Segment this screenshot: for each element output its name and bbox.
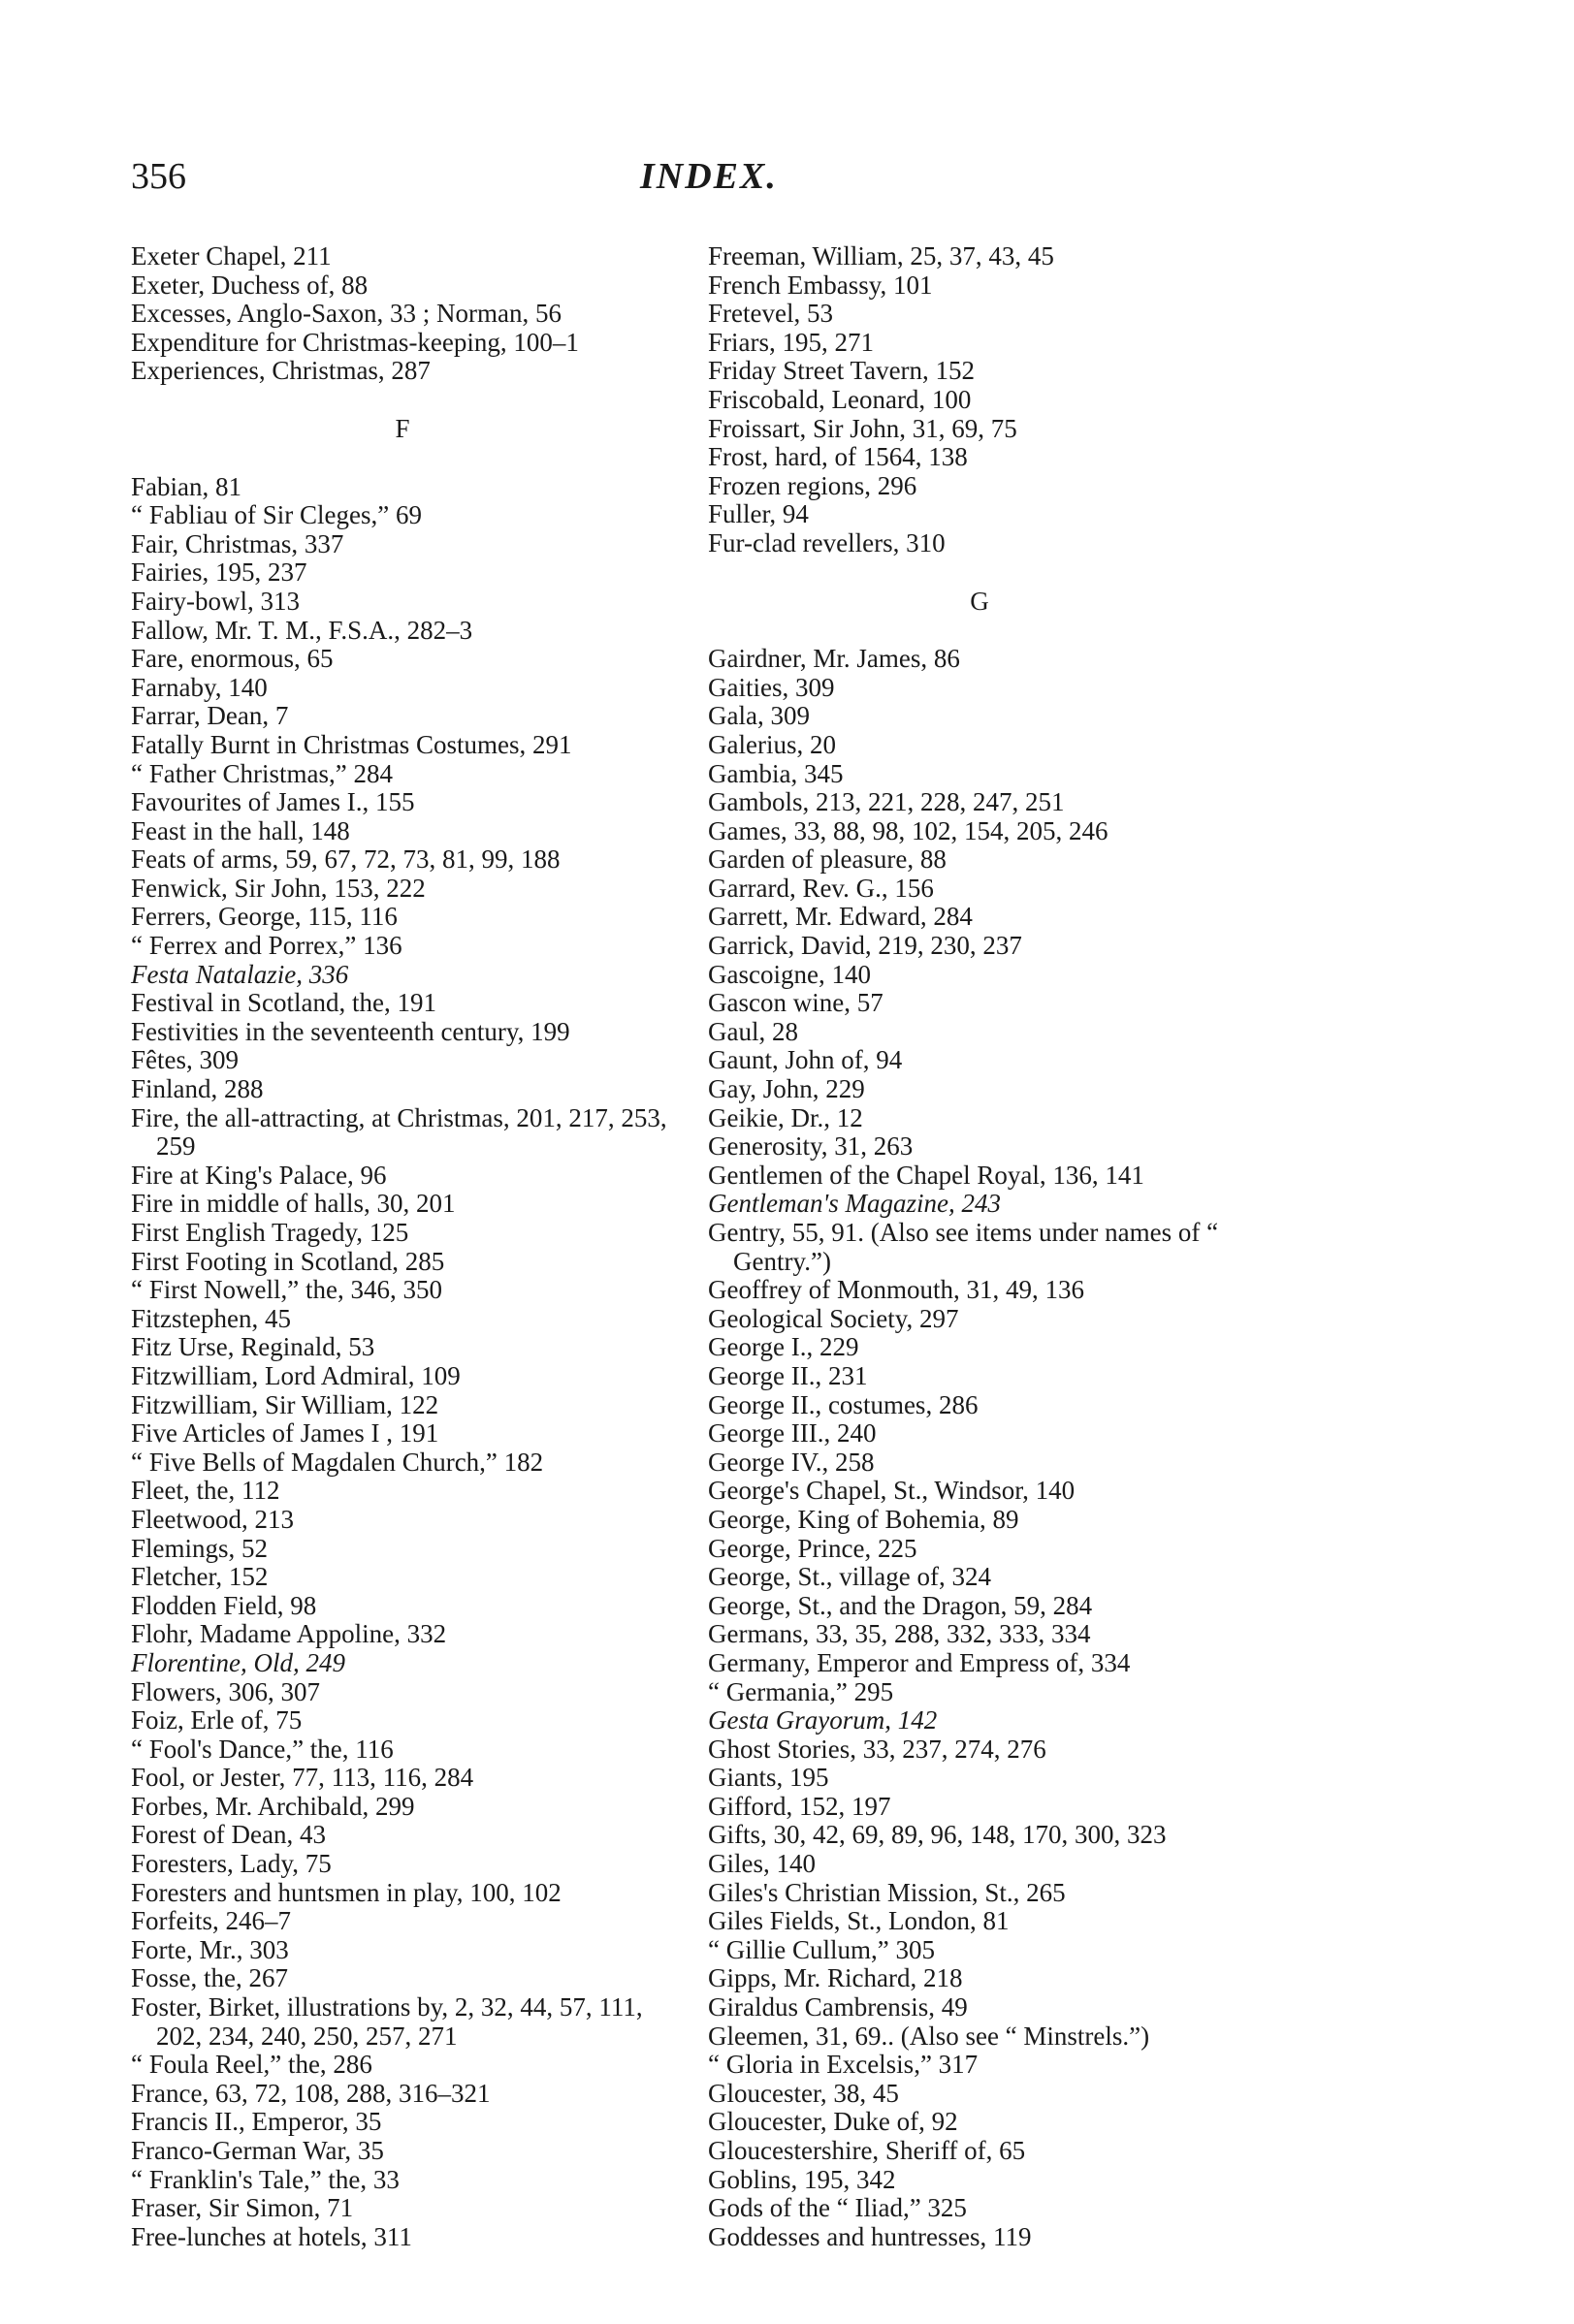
index-entry: Foster, Birket, illustrations by, 2, 32, 44, 57, 111, 202, 234, 240, 250, 257, 271 <box>131 1992 643 2051</box>
index-entry: George, St., village of, 324 <box>708 1562 991 1592</box>
index-entry: Geological Society, 297 <box>708 1303 959 1333</box>
index-entry: Flemings, 52 <box>131 1533 269 1563</box>
index-entry: Gentleman's Magazine, 243 <box>708 1189 1001 1219</box>
index-entry: Fairy-bowl, 313 <box>131 586 300 616</box>
index-entry: Gentlemen of the Chapel Royal, 136, 141 <box>708 1160 1144 1190</box>
index-entry: Fenwick, Sir John, 153, 222 <box>131 873 426 903</box>
index-entry: George III., 240 <box>708 1418 877 1449</box>
index-entry: George, St., and the Dragon, 59, 284 <box>708 1590 1093 1620</box>
index-entry: Fitz Urse, Reginald, 53 <box>131 1332 375 1362</box>
index-entry: “ Germania,” 295 <box>708 1676 894 1706</box>
index-entry: Gipps, Mr. Richard, 218 <box>708 1963 963 1993</box>
index-entry: Foresters, Lady, 75 <box>131 1849 332 1879</box>
index-entry: Feast in the hall, 148 <box>131 815 350 845</box>
index-entry: “ Five Bells of Magdalen Church,” 182 <box>131 1447 544 1477</box>
index-entry: Frozen regions, 296 <box>708 470 917 500</box>
page-number: 356 <box>131 156 186 197</box>
index-entry: “ Fabliau of Sir Cleges,” 69 <box>131 500 422 530</box>
index-entry: “ Gloria in Excelsis,” 317 <box>708 2050 979 2080</box>
section-letter-f: F <box>395 413 410 443</box>
index-entry: Foresters and huntsmen in play, 100, 102 <box>131 1877 562 1907</box>
index-entry: Ferrers, George, 115, 116 <box>131 902 398 932</box>
index-entry: Giles's Christian Mission, St., 265 <box>708 1877 1066 1907</box>
index-entry: Five Articles of James I , 191 <box>131 1418 439 1449</box>
index-entry: Fitzwilliam, Lord Admiral, 109 <box>131 1360 461 1390</box>
index-entry: France, 63, 72, 108, 288, 316–321 <box>131 2078 491 2108</box>
index-entry: George, Prince, 225 <box>708 1533 917 1563</box>
index-entry: First English Tragedy, 125 <box>131 1218 409 1247</box>
index-entry: Fire in middle of halls, 30, 201 <box>131 1189 456 1219</box>
index-entry: Foiz, Erle of, 75 <box>131 1705 303 1735</box>
index-entry: Germany, Emperor and Empress of, 334 <box>708 1647 1131 1677</box>
index-entry: Gairdner, Mr. James, 86 <box>708 644 960 674</box>
index-entry: Gaities, 309 <box>708 672 835 702</box>
index-entry: Feats of arms, 59, 67, 72, 73, 81, 99, 188 <box>131 844 561 875</box>
index-entry: Giants, 195 <box>708 1763 829 1793</box>
index-entry: Exeter Chapel, 211 <box>131 241 332 271</box>
index-entry: “ Gillie Cullum,” 305 <box>708 1934 935 1964</box>
index-entry: Fallow, Mr. T. M., F.S.A., 282–3 <box>131 615 473 645</box>
index-entry: Ghost Stories, 33, 237, 274, 276 <box>708 1734 1046 1764</box>
entry-group-f-continued <box>708 242 1251 558</box>
index-entry: Florentine, Old, 249 <box>131 1647 345 1677</box>
entry-group-g <box>708 645 1251 2251</box>
index-entry: Fuller, 94 <box>708 499 809 529</box>
index-entry: Fare, enormous, 65 <box>131 644 334 674</box>
index-entry: “ Foula Reel,” the, 286 <box>131 2050 372 2080</box>
index-entry: Gesta Grayorum, 142 <box>708 1705 938 1735</box>
index-entry: Fool, or Jester, 77, 113, 116, 284 <box>131 1763 474 1793</box>
index-entry: Fosse, the, 267 <box>131 1963 288 1993</box>
index-entry: Garrard, Rev. G., 156 <box>708 873 934 903</box>
index-entry: Gifford, 152, 197 <box>708 1791 891 1821</box>
index-entry: Fire at King's Palace, 96 <box>131 1160 387 1190</box>
index-entry: Fletcher, 152 <box>131 1562 269 1592</box>
index-entry: Frost, hard, of 1564, 138 <box>708 442 968 472</box>
index-entry: French Embassy, 101 <box>708 270 933 300</box>
index-entry: Goddesses and huntresses, 119 <box>708 2221 1032 2251</box>
index-entry: Gloucester, 38, 45 <box>708 2078 899 2108</box>
index-entry: Francis II., Emperor, 35 <box>131 2107 382 2137</box>
section-letter-g: G <box>970 586 989 616</box>
index-entry: Fêtes, 309 <box>131 1045 239 1075</box>
index-column-right <box>708 242 1251 2251</box>
index-entry: George I., 229 <box>708 1332 859 1362</box>
index-entry: Geikie, Dr., 12 <box>708 1102 863 1132</box>
index-entry: Fur-clad revellers, 310 <box>708 527 946 557</box>
index-entry: Expenditure for Christmas-keeping, 100–1 <box>131 327 579 357</box>
index-entry: Goblins, 195, 342 <box>708 2164 896 2194</box>
entry-group-f <box>131 473 674 2252</box>
index-entry: Farrar, Dean, 7 <box>131 701 289 731</box>
index-entry: “ Franklin's Tale,” the, 33 <box>131 2164 400 2194</box>
index-entry: Fitzwilliam, Sir William, 122 <box>131 1389 439 1419</box>
index-entry: Giles Fields, St., London, 81 <box>708 1906 1010 1936</box>
index-entry: Friscobald, Leonard, 100 <box>708 384 972 414</box>
running-head: INDEX. <box>640 156 778 197</box>
index-entry: Gay, John, 229 <box>708 1074 865 1104</box>
index-entry: Gloucester, Duke of, 92 <box>708 2107 958 2137</box>
index-entry: Flohr, Madame Appoline, 332 <box>131 1619 447 1649</box>
index-entry: Gentry, 55, 91. (Also see items under names of “ Gentry.”) <box>708 1218 1219 1276</box>
index-entry: Fraser, Sir Simon, 71 <box>131 2193 354 2223</box>
index-entry: Fleet, the, 112 <box>131 1476 280 1506</box>
index-entry: George II., 231 <box>708 1360 868 1390</box>
index-entry: Festival in Scotland, the, 191 <box>131 988 436 1018</box>
index-entry: Forfeits, 246–7 <box>131 1906 291 1936</box>
index-entry: Germans, 33, 35, 288, 332, 333, 334 <box>708 1619 1091 1649</box>
index-entry: Fretevel, 53 <box>708 299 833 329</box>
index-entry: Fitzstephen, 45 <box>131 1303 291 1333</box>
index-entry: Fire, the all-attracting, at Christmas, 201, 217, 253, 259 <box>131 1102 667 1162</box>
index-entry: Gloucestershire, Sheriff of, 65 <box>708 2136 1026 2165</box>
index-entry: Flowers, 306, 307 <box>131 1676 320 1706</box>
index-entry: Favourites of James I., 155 <box>131 787 415 817</box>
index-entry: Forest of Dean, 43 <box>131 1820 326 1850</box>
index-column-left <box>131 242 674 2251</box>
index-entry: Fleetwood, 213 <box>131 1504 294 1534</box>
index-entry: Garden of pleasure, 88 <box>708 844 947 875</box>
index-entry: “ Ferrex and Porrex,” 136 <box>131 931 402 961</box>
index-entry: George IV., 258 <box>708 1447 875 1477</box>
index-entry: Exeter, Duchess of, 88 <box>131 270 369 300</box>
index-entry: Gifts, 30, 42, 69, 89, 96, 148, 170, 300, 323 <box>708 1820 1167 1850</box>
index-entry: Forbes, Mr. Archibald, 299 <box>131 1791 415 1821</box>
index-entry: First Footing in Scotland, 285 <box>131 1246 445 1276</box>
index-entry: Gambia, 345 <box>708 758 844 788</box>
index-entry: Garrick, David, 219, 230, 237 <box>708 931 1022 961</box>
index-entry: Festa Natalazie, 336 <box>131 959 349 989</box>
index-entry: Gaul, 28 <box>708 1016 798 1046</box>
index-entry: Fabian, 81 <box>131 471 241 501</box>
index-entry: Froissart, Sir John, 31, 69, 75 <box>708 413 1017 443</box>
entry-group-e <box>131 242 674 386</box>
index-entry: Flodden Field, 98 <box>131 1590 317 1620</box>
index-entry: Gascoigne, 140 <box>708 959 871 989</box>
index-entry: Games, 33, 88, 98, 102, 154, 205, 246 <box>708 815 1108 845</box>
index-entry: Farnaby, 140 <box>131 672 268 702</box>
index-entry: Finland, 288 <box>131 1074 264 1104</box>
index-entry: Giles, 140 <box>708 1849 816 1879</box>
index-entry: Free-lunches at hotels, 311 <box>131 2221 412 2251</box>
index-entry: Fairies, 195, 237 <box>131 557 307 588</box>
index-entry: Fatally Burnt in Christmas Costumes, 291 <box>131 729 572 759</box>
index-entry: “ First Nowell,” the, 346, 350 <box>131 1275 442 1305</box>
index-entry: Forte, Mr., 303 <box>131 1934 289 1964</box>
index-entry: “ Father Christmas,” 284 <box>131 758 393 788</box>
index-entry: Franco-German War, 35 <box>131 2136 384 2165</box>
index-entry: Excesses, Anglo-Saxon, 33 ; Norman, 56 <box>131 299 562 329</box>
index-entry: Garrett, Mr. Edward, 284 <box>708 902 973 932</box>
index-entry: Friday Street Tavern, 152 <box>708 356 976 386</box>
index-entry: George's Chapel, St., Windsor, 140 <box>708 1476 1076 1506</box>
index-entry: Gala, 309 <box>708 701 810 731</box>
index-entry: Giraldus Cambrensis, 49 <box>708 1992 968 2022</box>
index-entry: Experiences, Christmas, 287 <box>131 356 431 386</box>
index-entry: Generosity, 31, 263 <box>708 1131 914 1162</box>
index-entry: Galerius, 20 <box>708 729 836 759</box>
index-entry: Gleemen, 31, 69.. (Also see “ Minstrels.”) <box>708 2021 1150 2051</box>
index-entry: Gascon wine, 57 <box>708 988 883 1018</box>
index-entry: George II., costumes, 286 <box>708 1389 979 1419</box>
index-entry: Gambols, 213, 221, 228, 247, 251 <box>708 787 1065 817</box>
index-entry: Geoffrey of Monmouth, 31, 49, 136 <box>708 1275 1084 1305</box>
index-entry: George, King of Bohemia, 89 <box>708 1504 1019 1534</box>
index-entry: Gaunt, John of, 94 <box>708 1045 903 1075</box>
index-entry: Gods of the “ Iliad,” 325 <box>708 2193 967 2223</box>
index-entry: Freeman, William, 25, 37, 43, 45 <box>708 241 1054 271</box>
index-entry: “ Fool's Dance,” the, 116 <box>131 1734 394 1764</box>
index-entry: Festivities in the seventeenth century, 199 <box>131 1016 570 1046</box>
index-entry: Fair, Christmas, 337 <box>131 528 344 558</box>
index-entry: Friars, 195, 271 <box>708 327 874 357</box>
